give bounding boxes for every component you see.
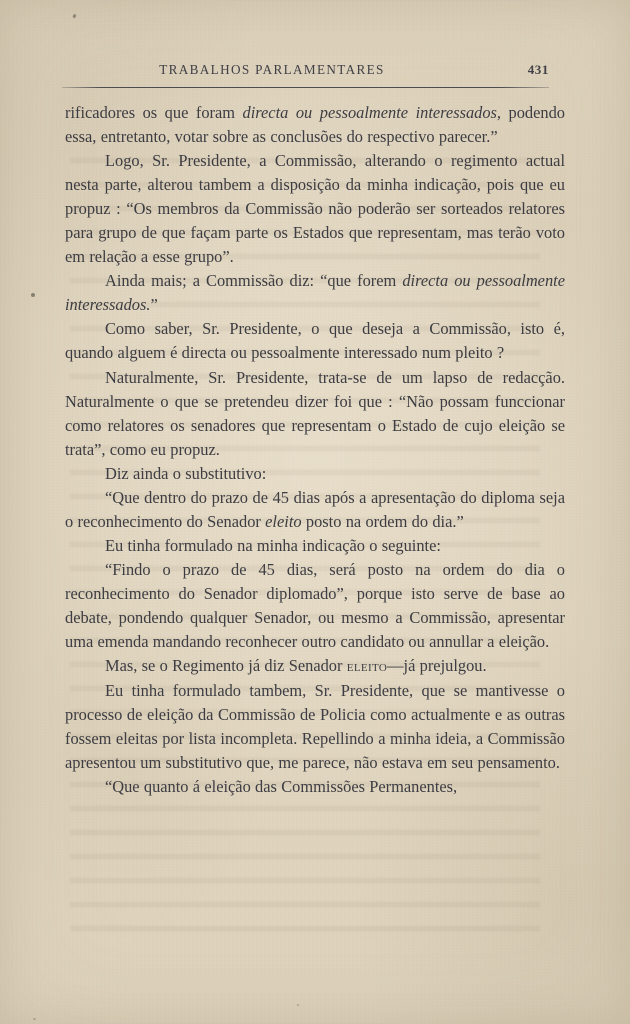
paragraph [65, 775, 565, 799]
text-run: Mas, se o Regimento já diz Senador [105, 656, 347, 676]
paragraph [65, 317, 565, 365]
paragraph [65, 366, 565, 462]
italic-run: directa ou pessoalmente interessados, [242, 103, 502, 122]
paragraph [65, 679, 565, 775]
paragraph [65, 654, 565, 679]
text-run: Como saber, Sr. Presidente, o que deseja a Commissão, isto é, quando alguem é directa ou pessoalmente interessado num pleito ? [65, 319, 565, 363]
text-run: rificadores os que foram [65, 103, 243, 122]
text-run: Ainda mais; a Commissão diz: “que forem [105, 271, 403, 291]
header-rule-divider [62, 87, 549, 88]
italic-run: eleito [265, 511, 302, 531]
text-run: Diz ainda o substitutivo: [105, 463, 267, 483]
paragraph [65, 269, 565, 317]
text-run: “Que dentro do prazo de 45 dias após a apresentação do diploma seja o reconhecimento do Senador [65, 487, 565, 531]
text-run: —já prejulgou. [387, 656, 487, 676]
running-header [62, 62, 549, 86]
small-caps-run: eleito [346, 658, 388, 676]
text-run: Eu tinha formulado na minha indicação o seguinte: [105, 535, 441, 555]
paragraph [65, 534, 565, 558]
text-run: “Que quanto á eleição das Commissões Permanentes, [105, 777, 458, 797]
text-run: podendo essa, entretanto, votar sobre as conclusões do respectivo parecer.” [65, 103, 565, 147]
paragraph [65, 101, 565, 149]
text-run: Naturalmente, Sr. Presidente, trata-se de um lapso de redacção. Naturalmente o que se pretendeu dizer foi que : “Não possam funccionar como relatores os senadores que representam o Estado de cujo eleição se trata”, como eu propuz. [65, 367, 565, 459]
text-run: posto na ordem do dia.” [301, 511, 464, 531]
italic-run: directa ou pessoalmente interessados. [65, 271, 565, 315]
page-number: 431 [527, 62, 549, 77]
paragraph [65, 486, 565, 534]
paragraph [65, 558, 565, 654]
text-run: ” [150, 295, 158, 315]
text-run: “Findo o prazo de 45 dias, será posto na ordem do dia o reconhecimento do Senador diplomado”, porque isto serve de base ao debate, pondendo qualquer Senador, ou mesmo a Commissão, apresentar uma emenda mandando reconhecer outro candidato ou annullar a eleição. [65, 559, 565, 652]
text-run: Logo, Sr. Presidente, a Commissão, alterando o regimento actual nesta parte, alterou tambem a disposição da minha indicação, pois que eu propuz : “Os membros da Commissão não poderão ser sorteados relatores para grupo de que façam parte os Estados que representam, mas terão voto em relação a esse grupo”. [65, 151, 565, 267]
paragraph [65, 462, 565, 486]
text-run: Eu tinha formulado tambem, Sr. Presidente, que se mantivesse o processo de eleição da Commissão de Policia como actualmente e as outras fossem eleitas por lista incompleta. Repellindo a minha ideia, a Commissão apresentou um substitutivo que, me parece, não estava em seu pensamento. [65, 681, 565, 773]
paragraph [65, 149, 565, 269]
running-head-title: TRABALHOS PARLAMENTARES [159, 62, 385, 77]
body-text-block [65, 101, 565, 799]
